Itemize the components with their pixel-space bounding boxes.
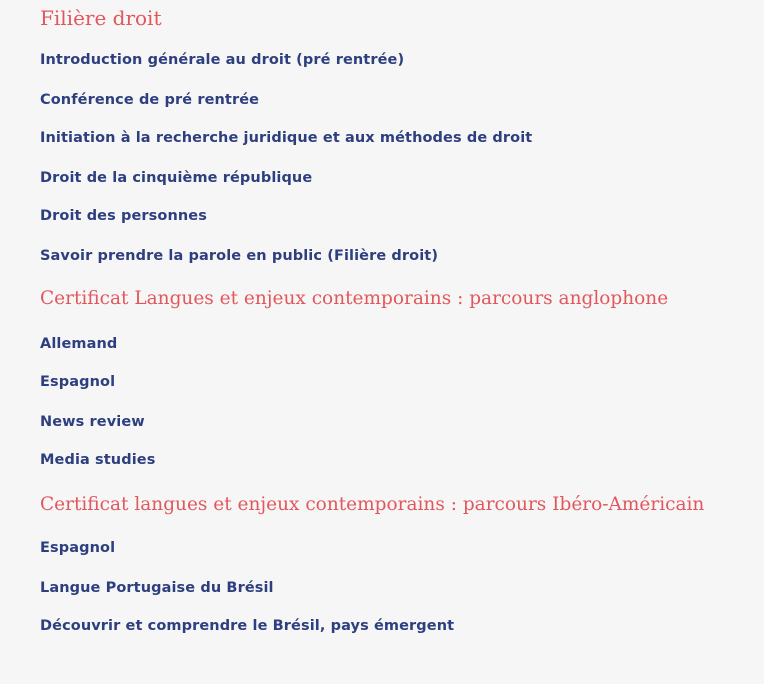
section-title-parcours-ibero-americain: Certificat langues et enjeux contemporains : parcours Ibéro-Américain	[40, 494, 705, 515]
course-link-langue-portugaise-bresil[interactable]: Langue Portugaise du Brésil	[40, 580, 274, 596]
course-link-espagnol-anglophone[interactable]: Espagnol	[40, 374, 116, 390]
course-link-espagnol-ibero[interactable]: Espagnol	[40, 540, 116, 556]
course-link-parole-en-public[interactable]: Savoir prendre la parole en public (Filière droit)	[40, 248, 439, 264]
course-link-decouvrir-bresil[interactable]: Découvrir et comprendre le Brésil, pays émergent	[40, 618, 455, 634]
course-link-droit-des-personnes[interactable]: Droit des personnes	[40, 208, 207, 224]
course-link-initiation-recherche[interactable]: Initiation à la recherche juridique et aux méthodes de droit	[40, 130, 533, 146]
course-link-introduction-generale[interactable]: Introduction générale au droit (pré rentrée)	[40, 52, 405, 68]
course-link-droit-cinquieme-republique[interactable]: Droit de la cinquième république	[40, 170, 313, 186]
section-title-filiere-droit: Filière droit	[40, 6, 162, 30]
course-link-media-studies[interactable]: Media studies	[40, 452, 156, 468]
course-link-allemand[interactable]: Allemand	[40, 336, 118, 352]
course-link-conference-pre-rentree[interactable]: Conférence de pré rentrée	[40, 92, 260, 108]
course-link-news-review[interactable]: News review	[40, 414, 145, 430]
section-title-parcours-anglophone: Certificat Langues et enjeux contemporains : parcours anglophone	[40, 288, 669, 309]
